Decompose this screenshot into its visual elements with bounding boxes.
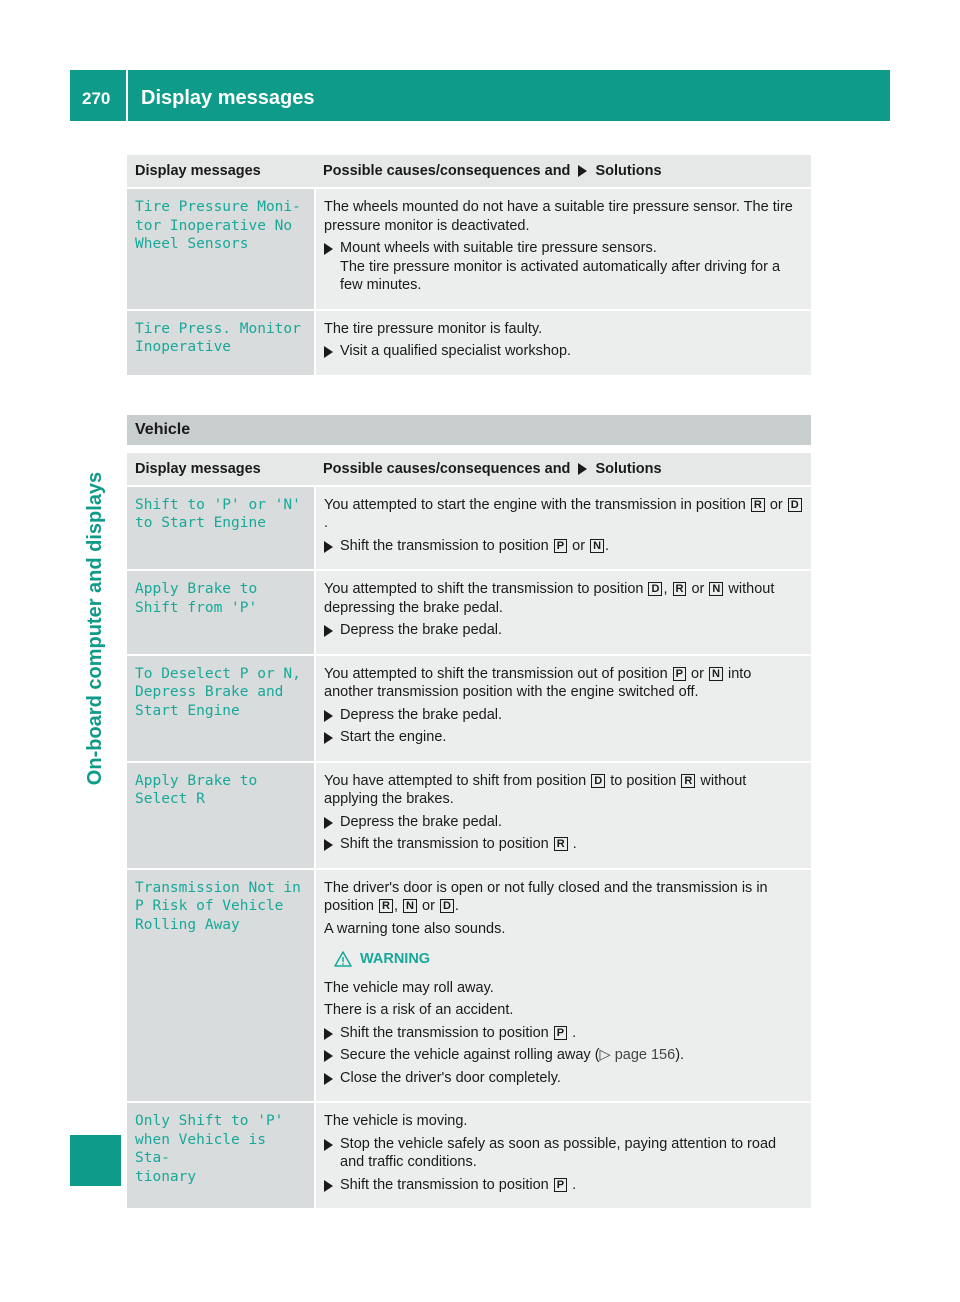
solution-step	[324, 706, 803, 725]
warning-triangle-icon	[334, 951, 352, 967]
gear-p-icon: P	[554, 1178, 567, 1192]
description-cell	[315, 570, 811, 655]
message-cell	[127, 188, 315, 310]
gear-n-icon: N	[590, 539, 604, 553]
table-row	[127, 486, 811, 571]
solution-text: Shift the transmission to position	[340, 1024, 549, 1041]
message-cell	[127, 310, 315, 376]
solution-step	[324, 728, 803, 747]
solution-note: The tire pressure monitor is activated automatically after driving for a few minutes.	[340, 258, 781, 293]
arrow-icon	[324, 625, 333, 637]
arrow-icon	[324, 710, 333, 722]
col-header-causes	[315, 155, 811, 188]
page-reference[interactable]: ▷ page 156	[599, 1047, 676, 1063]
table-row	[127, 655, 811, 762]
solution-text: Shift the transmission to position	[340, 1176, 549, 1193]
col-header-display-messages: Display messages	[127, 453, 315, 486]
arrow-icon	[324, 1139, 333, 1151]
message-cell	[127, 762, 315, 869]
gear-r-icon: R	[751, 498, 765, 512]
cause-text	[324, 772, 803, 809]
cause-text: A warning tone also sounds.	[324, 920, 506, 937]
solution-text: Secure the vehicle against rolling away (	[340, 1047, 600, 1063]
arrow-icon	[324, 839, 333, 851]
display-messages-table-2	[127, 453, 811, 1211]
message-cell	[127, 486, 315, 571]
side-tab	[70, 121, 121, 1135]
arrow-icon	[324, 1028, 333, 1040]
solution-text: Close the driver's door completely.	[340, 1069, 561, 1086]
gear-n-icon: N	[403, 899, 417, 913]
gear-r-icon: R	[379, 899, 393, 913]
description-cell	[315, 869, 811, 1103]
solution-text: Start the engine.	[340, 729, 447, 745]
solution-step	[324, 813, 803, 832]
gear-d-icon: D	[648, 582, 662, 596]
cause-text: You attempted to shift the transmission to position D , R or N without depressing the brake pedal.	[324, 581, 775, 616]
gear-r-icon: R	[554, 837, 568, 851]
display-messages-table-1	[127, 155, 811, 377]
cause-text-part: or	[422, 898, 435, 914]
solutions-arrow-icon	[578, 163, 591, 179]
cause-text-part: You have attempted to shift from position	[324, 772, 587, 789]
col-header-causes-label: Possible causes/consequences and	[323, 163, 571, 179]
table-row	[127, 570, 811, 655]
cause-text-part: You attempted to shift the transmission out of position	[324, 665, 668, 682]
warning-text: There is a risk of an accident.	[324, 1002, 514, 1018]
solutions-arrow-icon	[578, 461, 591, 477]
solution-text: Shift the transmission to position	[340, 836, 549, 852]
cause-text-part: to position	[610, 772, 677, 789]
display-message: Only Shift to 'P' when Vehicle is Sta‐ tionary	[135, 1113, 284, 1185]
header-divider	[126, 70, 128, 121]
solution-text: Depress the brake pedal.	[340, 813, 503, 830]
cause-text-part: without applying the brakes.	[324, 772, 747, 807]
solution-text-part: or	[572, 537, 586, 554]
solution-step: Shift the transmission to position P .	[324, 1176, 803, 1195]
solution-step	[324, 1135, 803, 1172]
table-row	[127, 762, 811, 869]
section-heading-vehicle: Vehicle	[127, 415, 811, 445]
description-cell	[315, 655, 811, 762]
arrow-icon	[324, 243, 333, 255]
arrow-icon	[324, 1180, 333, 1192]
table-row	[127, 869, 811, 1103]
cause-text-part: You attempted to start the engine with the transmission in position	[324, 496, 746, 513]
solution-text: Visit a qualified specialist workshop.	[340, 343, 572, 359]
cause-text-part: You attempted to shift the transmission to position	[324, 581, 644, 597]
description-cell	[315, 310, 811, 376]
display-message: Tire Press. Monitor Inoperative	[135, 320, 301, 355]
description-cell	[315, 486, 811, 571]
table-row	[127, 1102, 811, 1209]
warning-label: WARNING	[360, 951, 431, 967]
cause-text: The wheels mounted do not have a suitable tire pressure sensor. The tire pressure monitor is deactivated.	[324, 199, 793, 234]
arrow-icon	[324, 346, 333, 358]
solution-step	[324, 621, 803, 640]
content	[127, 155, 811, 1210]
side-tab-block	[70, 1135, 121, 1186]
arrow-icon	[324, 1073, 333, 1085]
table-row	[127, 188, 811, 310]
cause-text-part: into another transmission position with the engine switched off.	[324, 665, 752, 700]
gear-r-icon: R	[681, 774, 695, 788]
arrow-icon	[324, 1050, 333, 1062]
side-tab-label: On-board computer and displays	[84, 471, 107, 785]
solution-text: Mount wheels with suitable tire pressure sensors.	[340, 240, 657, 256]
solution-step	[324, 1069, 803, 1088]
display-message: Shift to 'P' or 'N' to Start Engine	[135, 496, 301, 531]
display-message: Transmission Not in P Risk of Vehicle Rolling Away	[135, 879, 301, 933]
cause-text: You attempted to start the engine with the transmission in position R or D.	[324, 496, 803, 533]
gear-p-icon: P	[554, 539, 567, 553]
cause-text: The tire pressure monitor is faulty.	[324, 320, 543, 337]
col-header-display-messages: Display messages	[127, 155, 315, 188]
warning-heading	[334, 950, 803, 969]
solution-step: Shift the transmission to position R .	[324, 835, 803, 854]
cause-text-part: or	[691, 665, 704, 682]
table-header-row	[127, 453, 811, 486]
cause-text: The driver's door is open or not fully closed and the transmission is in position R , N or D .	[324, 879, 768, 914]
description-cell	[315, 1102, 811, 1209]
arrow-icon	[324, 732, 333, 744]
table-header-row	[127, 155, 811, 188]
gear-p-icon: P	[673, 667, 686, 681]
solution-step	[324, 342, 803, 361]
warning-text: The vehicle may roll away.	[324, 979, 494, 996]
display-message: Apply Brake to Shift from 'P'	[135, 581, 258, 616]
cause-text: The vehicle is moving.	[324, 1113, 468, 1129]
table-row	[127, 310, 811, 376]
gear-d-icon: D	[788, 498, 802, 512]
page-number: 270	[82, 89, 111, 108]
solution-step: Shift the transmission to position P or N .	[324, 537, 803, 556]
solution-step	[324, 1046, 803, 1065]
display-message: To Deselect P or N, Depress Brake and Start Engine	[135, 665, 301, 719]
message-cell	[127, 869, 315, 1103]
page-title: Display messages	[141, 87, 315, 109]
solution-step	[324, 239, 803, 295]
gear-n-icon: N	[709, 582, 723, 596]
gear-r-icon: R	[673, 582, 687, 596]
solution-text: Stop the vehicle safely as soon as possible, paying attention to road and traffic conditions.	[340, 1135, 777, 1170]
solution-text: Depress the brake pedal.	[340, 622, 503, 638]
gear-n-icon: N	[709, 667, 723, 681]
solution-text-part: ).	[675, 1047, 685, 1063]
cause-text-part: The driver's door is open or not fully closed and the transmission is in position	[324, 879, 768, 914]
message-cell	[127, 1102, 315, 1209]
message-cell	[127, 570, 315, 655]
col-header-solutions-label: Solutions	[595, 460, 662, 477]
message-cell	[127, 655, 315, 762]
gear-d-icon: D	[591, 774, 605, 788]
solution-step: Shift the transmission to position P .	[324, 1024, 803, 1043]
gear-p-icon: P	[554, 1026, 567, 1040]
solution-text: Depress the brake pedal.	[340, 706, 503, 723]
col-header-causes	[315, 453, 811, 486]
cause-text-part: or	[691, 581, 705, 597]
cause-text-part: without depressing the brake pedal.	[324, 581, 775, 616]
display-message: Tire Pressure Moni‐ tor Inoperative No Wheel Sensors	[135, 199, 301, 252]
cause-text-part: or	[769, 496, 783, 513]
solution-text: Shift the transmission to position	[340, 537, 549, 554]
gear-d-icon: D	[440, 899, 454, 913]
col-header-causes-label: Possible causes/consequences and	[323, 460, 571, 477]
cause-text	[324, 665, 803, 702]
description-cell	[315, 188, 811, 310]
display-message: Apply Brake to Select R	[135, 772, 258, 807]
description-cell	[315, 762, 811, 869]
arrow-icon	[324, 817, 333, 829]
col-header-solutions-label: Solutions	[595, 163, 662, 179]
arrow-icon	[324, 541, 333, 553]
